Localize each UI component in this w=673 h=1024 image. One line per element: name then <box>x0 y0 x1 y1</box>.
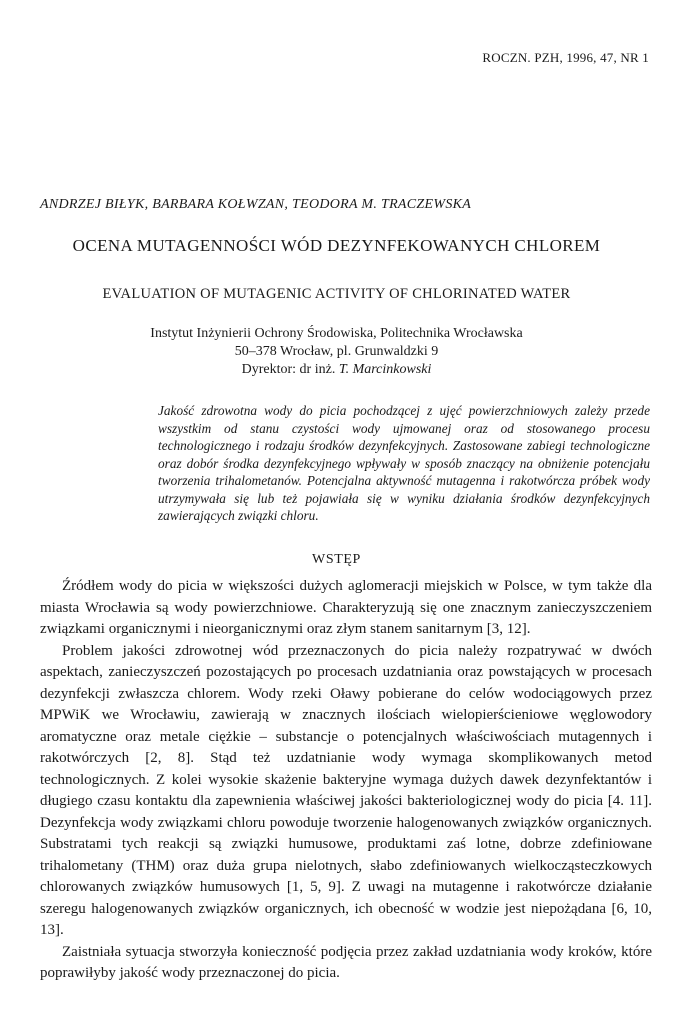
affiliation-institute: Instytut Inżynierii Ochrony Środowiska, Politechnika Wrocławska <box>150 326 523 341</box>
article-title-english: EVALUATION OF MUTAGENIC ACTIVITY OF CHLORINATED WATER <box>102 286 571 302</box>
article-title-polish: OCENA MUTAGENNOŚCI WÓD DEZYNFEKOWANYCH CHLOREM <box>72 236 601 255</box>
body-paragraph: Zaistniała sytuacja stworzyła konieczność podjęcia przez zakład uzdatniania wody kroków, które poprawiłyby jakość wody przeznaczonej do picia. <box>40 943 652 981</box>
journal-reference: ROCZN. PZH, 1996, 47, NR 1 <box>482 50 649 65</box>
affiliation-block <box>0 325 673 379</box>
director-label: Dyrektor: dr inż. <box>241 362 336 377</box>
body-paragraph: Źródłem wody do picia w większości dużych aglomeracji miejskich w Polsce, w tym także dla miasta Wrocławia są wody powierzchniowe. Charakteryzują się one znacznym zanieczyszczeniem związkami organicznymi i nieorganicznymi oraz złym stanem sanitarnym [3, 12]. <box>40 578 652 637</box>
introduction-body <box>40 576 652 985</box>
section-heading-introduction: WSTĘP <box>312 552 361 567</box>
body-paragraph: Problem jakości zdrowotnej wód przeznaczonych do picia należy rozpatrywać w dwóch aspektach, zanieczyszczeń pozostających po procesach uzdatniania oraz powstających w procesach dezynfekcji zwłaszcza chlorem. Wody rzeki Oławy pobierane do celów wodociągowych przez MPWiK we Wrocławiu, zawierają w znacznych ilościach wielopierścieniowe węglowodory aromatyczne oraz metale ciężkie – substancje o potencjalnych właściwościach mutagennych i rakotwórczych [2, 8]. Stąd też uzdatnianie wody wymaga skomplikowanych metod technologicznych. Z kolei wysokie skażenie bakteryjne wymaga dużych dawek dezynfektantów i długiego czasu kontaktu dla zapewnienia właściwej jakości bakteriologicznej wody do picia [4. 11]. Dezynfekcja wody związkami chloru powoduje tworzenie halogenowanych związków organicznych. Substratami tych reakcji są związki humusowe, produktami zaś lotne, dobrze zdefiniowane trihalometany (THM) oraz duża grupa nielotnych, słabo zdefiniowanych wielkocząsteczkowych chlorowanych związków humusowych [1, 5, 9]. Z uwagi na mutagenne i rakotwórcze działanie szeregu halogenowanych związków organicznych, ich obecność w wodzie jest niepożądana [6, 10, 13]. <box>40 642 652 938</box>
author-list: ANDRZEJ BIŁYK, BARBARA KOŁWZAN, TEODORA M. TRACZEWSKA <box>40 197 472 212</box>
affiliation-address: 50–378 Wrocław, pl. Grunwaldzki 9 <box>234 344 439 359</box>
affiliation-director <box>0 361 673 379</box>
abstract: Jakość zdrowotna wody do picia pochodzącej z ujęć powierzchniowych zależy przede wszystkim od stanu czystości wody ujmowanej oraz od stosowanego procesu technologicznego i rodzaju środków dezynfekcyjnych. Zastosowane zabiegi technologiczne oraz dobór środka dezynfekcyjnego wpływały w sposób znaczący na obniżenie potencjału tworzenia trihalometanów. Potencjalna aktywność mutagenna i rakotwórcza próbek wody utrzymywała się lub też pojawiała się w wyniku działania środków dezynfekcyjnych zawierających związki chloru. <box>158 403 650 523</box>
director-name: T. Marcinkowski <box>338 362 432 377</box>
